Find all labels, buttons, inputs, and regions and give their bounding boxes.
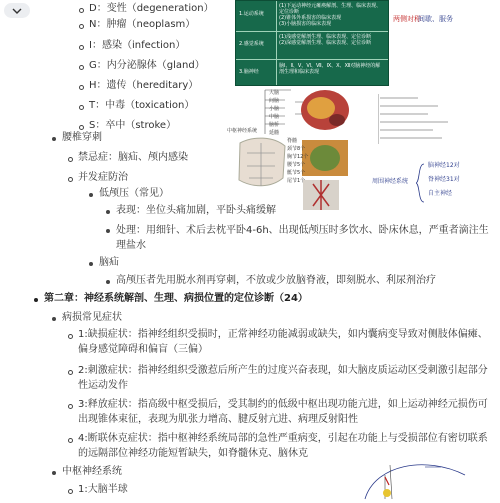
diagram-label: 腰节5个	[287, 162, 306, 168]
list-bullet	[79, 8, 84, 13]
table-cell: (1)下运动神经元瘫痪解剖、生理、临床表现、定位诊断 (2)锥体外系损害的临床表现 (3)小脑损害的临床表现	[279, 3, 382, 27]
list-bullet	[79, 125, 84, 130]
handwritten-item: 脊神经31对	[428, 176, 460, 183]
handwritten-notes	[378, 92, 488, 152]
handwritten-title: 周围神经系统	[372, 178, 409, 185]
handwritten-note: 间歇、服务	[418, 15, 453, 23]
table-divider	[276, 1, 277, 85]
list-item: 脑疝	[99, 257, 119, 268]
diagram-label: 脑桥	[269, 122, 280, 128]
list-item: N：肿瘤（neoplasm）	[89, 19, 196, 30]
diagram-label: 骶节5个	[287, 170, 306, 176]
list-bullet	[68, 370, 73, 375]
list-bullet	[79, 65, 84, 70]
list-item: 4:断联休克症状：指中枢神经系统局部的急性严重病变，引起在功能上与受损部位有密切联系的远隔部位神经功能短暂缺失，如脊髓休克、脑休克	[78, 433, 488, 459]
table-divider	[236, 31, 388, 32]
exam-outline-table	[235, 0, 389, 86]
list-bullet	[106, 210, 110, 214]
diagram-label: 胸节12个	[287, 154, 309, 160]
list-bullet	[89, 193, 93, 197]
list-item: S：卒中（stroke）	[89, 120, 177, 131]
chapter-title: 第二章：神经系统解剖、生理、病损位置的定位诊断（24）	[44, 293, 308, 304]
table-cell: 3.脑神经	[239, 69, 259, 75]
list-item: G：内分泌腺体（gland）	[89, 60, 205, 71]
diagram-label: 延髓	[269, 130, 280, 136]
list-item: 2:刺激症状：指神经组织受激惹后所产生的过度兴奋表现，如大脑皮质运动区受刺激引起部分性运动发作	[78, 365, 488, 391]
list-bullet	[68, 157, 73, 162]
chevron-down-icon	[12, 8, 22, 14]
diagram-label: 脊髓	[287, 138, 298, 144]
list-bullet	[79, 105, 84, 110]
list-bullet	[68, 334, 73, 339]
list-item: 低颅压（常见）	[99, 188, 169, 199]
section-heading: 腰椎穿刺	[62, 132, 102, 143]
section-heading: 中枢神经系统	[62, 466, 122, 477]
list-bullet	[79, 24, 84, 29]
list-item: D：变性（degeneration）	[89, 3, 214, 14]
list-item: 高颅压者先用脱水剂再穿刺，不放或少放脑脊液，即刻脱水、利尿剂治疗	[116, 275, 436, 286]
list-bullet	[68, 177, 73, 182]
list-bullet	[68, 438, 73, 443]
diagram-label: 尾节1个	[287, 178, 306, 184]
diagram-label: 中枢神经系统	[227, 128, 258, 134]
list-bullet	[68, 404, 73, 409]
list-item: 1:缺损症状：指神经组织受损时，正常神经功能减弱或缺失，如内囊病变导致对侧肢体偏瘫、偏身感觉障碍和偏盲（三偏）	[78, 329, 488, 355]
list-item: 1:大脑半球	[78, 484, 128, 495]
diagram-label: 颈节8个	[287, 146, 306, 152]
brain-sketch	[345, 455, 495, 500]
list-item: 表现：坐位头痛加剧，平卧头痛缓解	[116, 205, 276, 216]
list-item: 处理：用细针、术后去枕平卧4-6h、出现低颅压时多饮水、卧床休息，严重者滴注生理盐水	[116, 225, 489, 251]
list-item: T：中毒（toxication）	[89, 100, 195, 111]
section-heading: 病损常见症状	[62, 312, 122, 323]
list-bullet	[79, 85, 84, 90]
list-item: 3:释放症状：指高级中枢受损后，受其制约的低级中枢出现功能亢进，如上运动神经元损伤可出现锥体束征，表现为肌张力增高、腱反射亢进、病理反射阳性	[78, 399, 488, 425]
list-item: I：感染（infection）	[89, 40, 186, 51]
table-cell: 1.运动系统	[239, 11, 264, 17]
table-cell: 脑Ⅰ、Ⅱ、Ⅴ、Ⅵ、Ⅶ、Ⅸ、Ⅹ、Ⅻ对脑神经的解剖生理和临床表现	[279, 63, 381, 75]
collapse-toggle-button[interactable]	[4, 3, 30, 18]
diagram-label: 中脑	[269, 114, 280, 120]
list-item: 并发症防治	[78, 172, 128, 183]
list-bullet	[106, 280, 110, 284]
list-bullet	[52, 471, 56, 475]
handwritten-item: 自主神经	[428, 190, 453, 197]
handwritten-note: 两侧对称	[393, 15, 421, 23]
diagram-label: 大脑	[269, 90, 280, 96]
list-bullet	[34, 298, 38, 302]
diagram-label: 小脑	[269, 106, 280, 112]
list-bullet	[106, 229, 110, 233]
list-bullet	[52, 137, 56, 141]
diagram-label: 间脑	[269, 98, 280, 104]
table-cell: 2.感觉系统	[239, 41, 264, 47]
table-divider	[236, 59, 388, 60]
handwritten-item: 脑神经12对	[428, 162, 460, 169]
list-bullet	[52, 317, 56, 321]
anatomy-diagram	[225, 88, 375, 213]
list-item: 禁忌症：脑疝、颅内感染	[78, 152, 188, 163]
table-cell: (1)浅感觉解剖生理、临床表现、定位诊断 (2)深感觉解剖生理、临床表现、定位诊断	[279, 34, 372, 46]
peripheral-nervous-note	[372, 158, 492, 208]
list-bullet	[89, 262, 93, 266]
list-item: H：遗传（hereditary）	[89, 80, 199, 91]
list-bullet	[68, 489, 73, 494]
list-bullet	[79, 45, 84, 50]
